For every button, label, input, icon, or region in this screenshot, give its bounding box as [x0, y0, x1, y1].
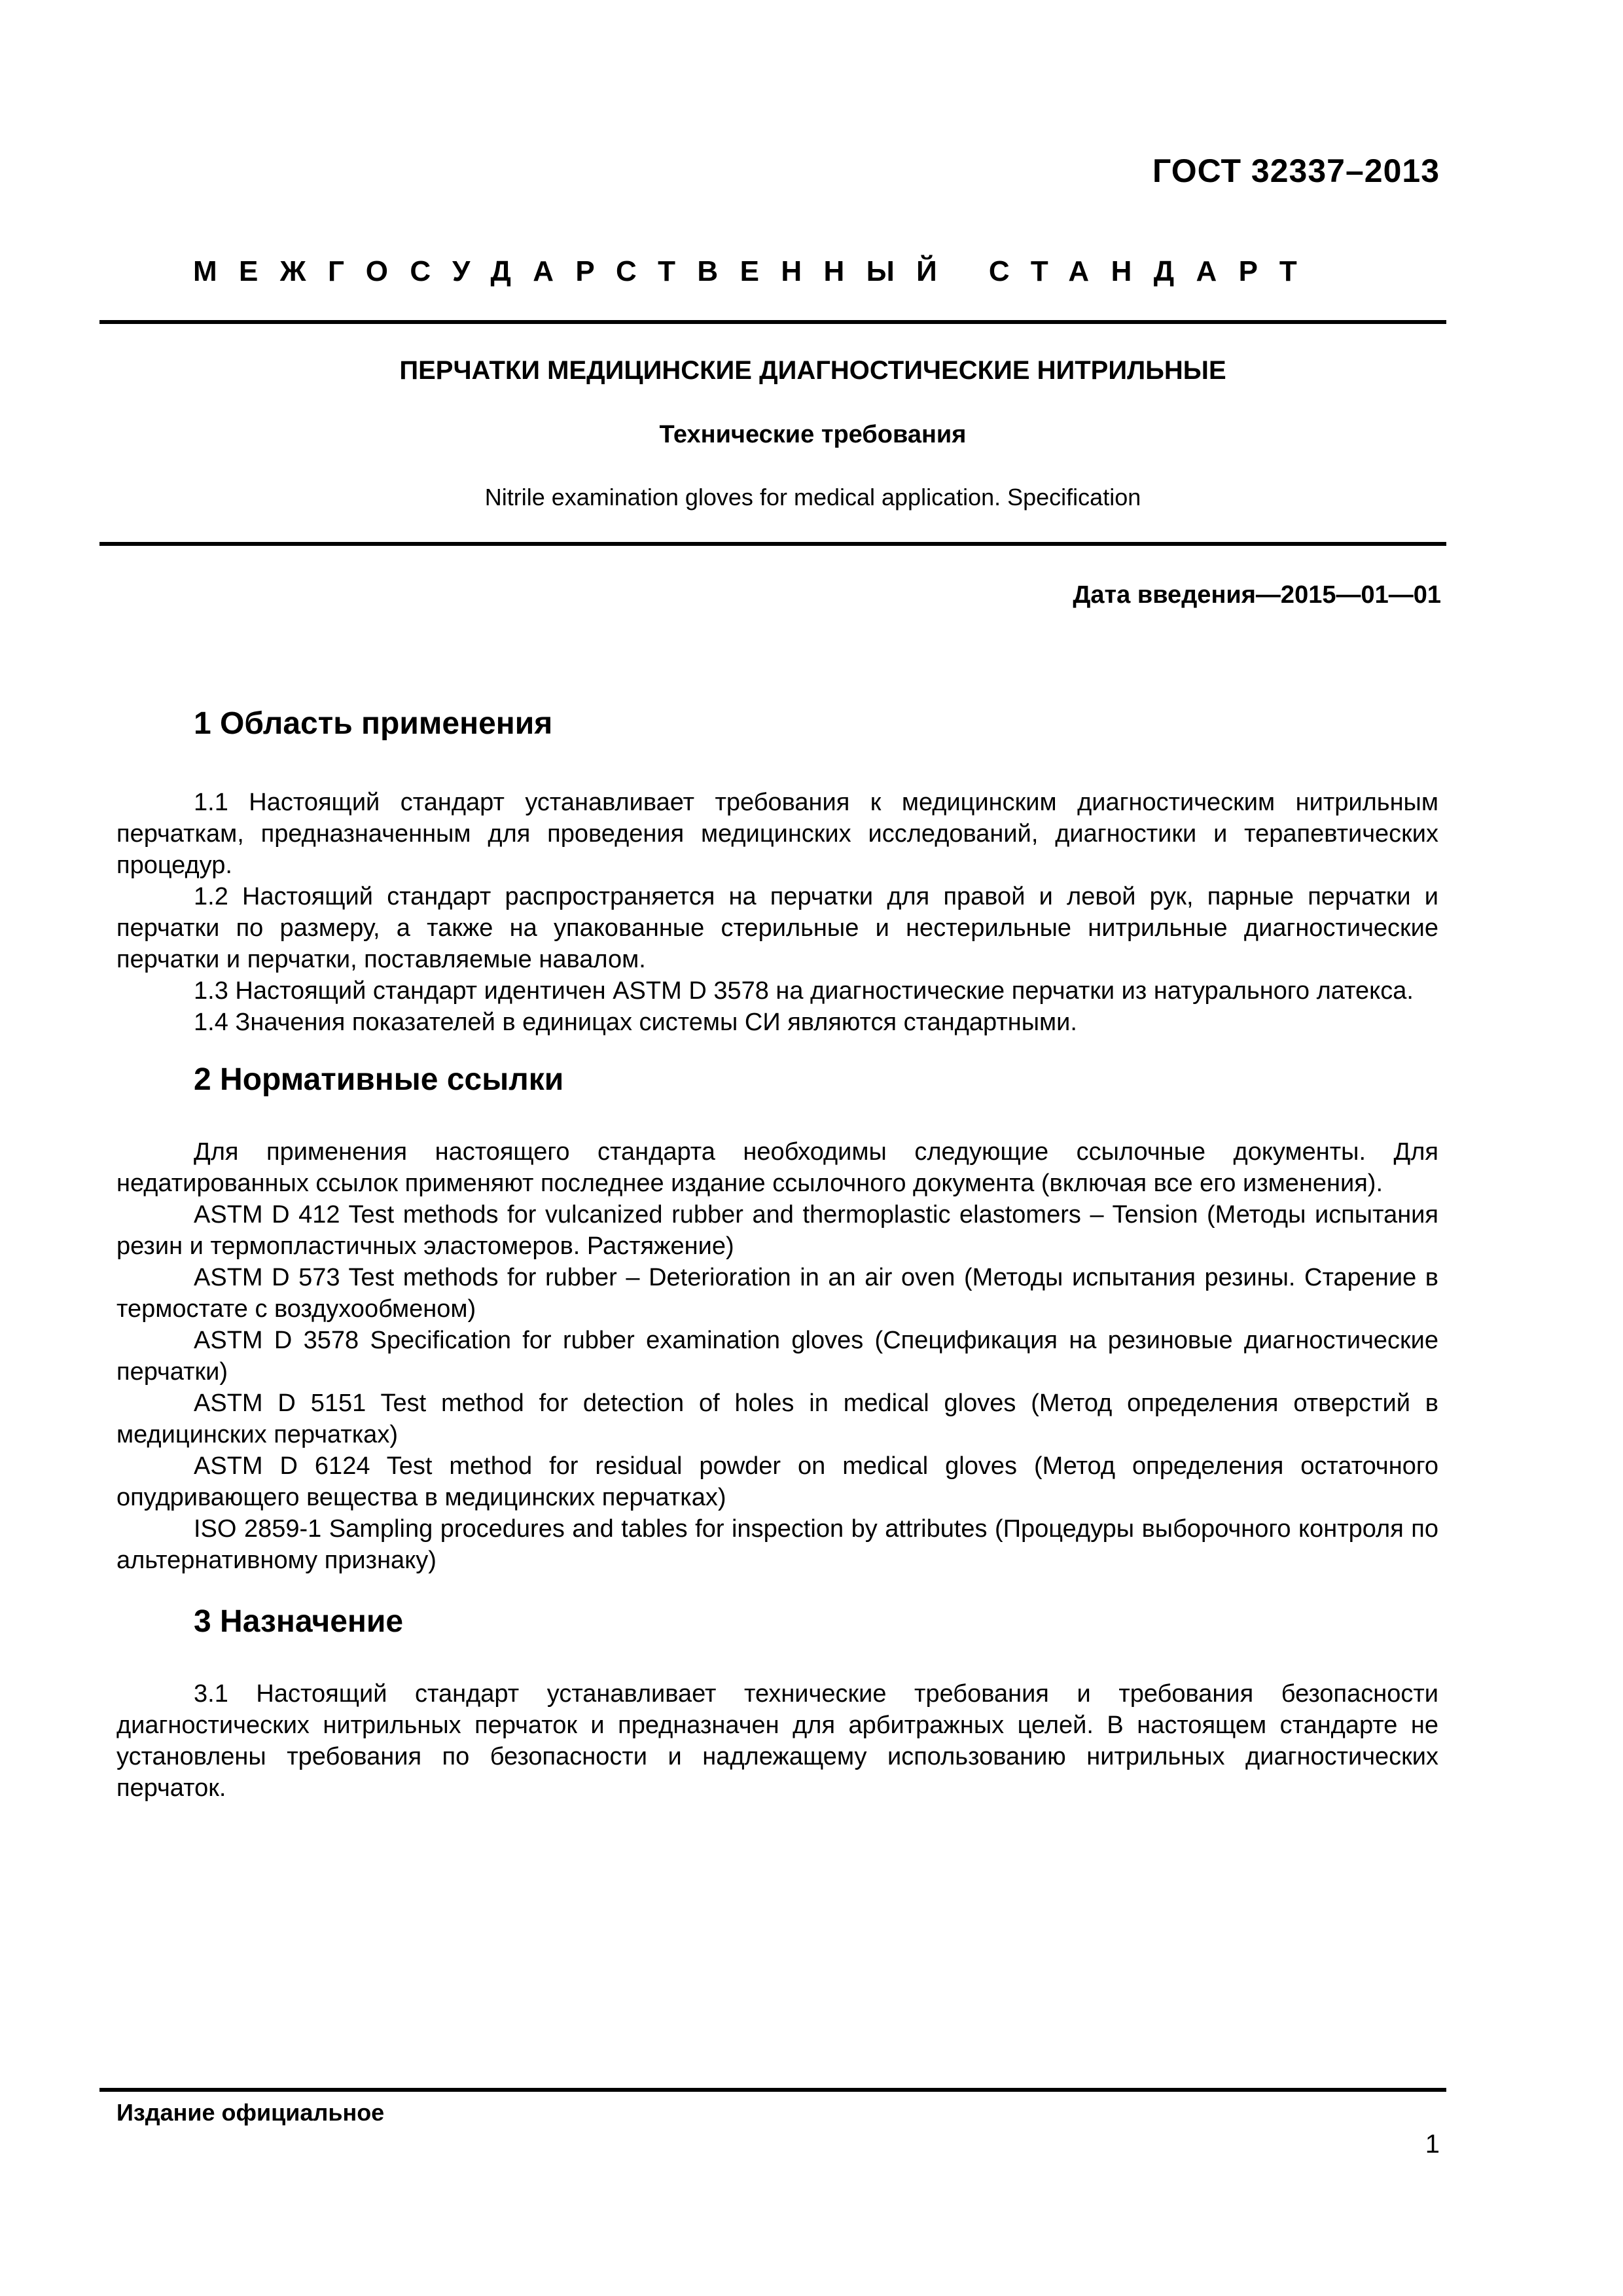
paragraph: 1.3 Настоящий стандарт идентичен ASTM D 3578 на диагностические перчатки из натурального латекса. [194, 977, 1414, 1005]
paragraph: 1.4 Значения показателей в единицах системы СИ являются стандартными. [194, 1009, 1077, 1036]
header-rule-bottom [99, 542, 1446, 546]
document-subtitle: Технические требования [659, 421, 967, 448]
reference-item: ISO 2859-1 Sampling procedures and tables for inspection by attributes (Процедуры выборочного контроля по альтернативному признаку) [116, 1515, 1438, 1574]
document-body [116, 700, 1438, 1804]
section-purpose [116, 1598, 1438, 1804]
page-number: 1 [1425, 2130, 1440, 2159]
section-scope [116, 700, 1438, 1038]
footer-rule [99, 2088, 1446, 2092]
document-number: ГОСТ 32337–2013 [1152, 152, 1440, 189]
reference-item: ASTM D 5151 Test method for detection of holes in medical gloves (Метод определения отверстий в медицинских перчатках) [116, 1390, 1438, 1448]
reference-item: ASTM D 6124 Test method for residual powder on medical gloves (Метод определения остаточного опудривающего вещества в медицинских перчатках) [116, 1452, 1438, 1511]
official-edition-note: Издание официальное [116, 2099, 385, 2126]
section-normative-references [116, 1056, 1438, 1576]
standard-type-heading: МЕЖГОСУДАРСТВЕННЫЙ СТАНДАРТ [193, 255, 1319, 287]
paragraph: 1.1 Настоящий стандарт устанавливает требования к медицинским диагностическим нитрильным перчаткам, предназначенным для проведения медицинских исследований, диагностики и терапевтических процедур. [116, 789, 1438, 879]
section-heading: 1 Область применения [194, 706, 553, 741]
paragraph: 1.2 Настоящий стандарт распространяется на перчатки для правой и левой рук, парные перчатки и перчатки по размеру, а также на упакованные стерильные и нестерильные нитрильные диагностические перчатки и перчатки, поставляемые навалом. [116, 883, 1438, 973]
paragraph: 3.1 Настоящий стандарт устанавливает технические требования и требования безопасности диагностических нитрильных перчаток и предназначен для арбитражных целей. В настоящем стандарте не установлены требования по безопасности и надлежащему использованию нитрильных диагностических перчаток. [116, 1680, 1438, 1802]
header-rule-top [99, 320, 1446, 324]
section-heading: 3 Назначение [194, 1604, 404, 1639]
section-heading: 2 Нормативные ссылки [194, 1062, 564, 1097]
reference-item: ASTM D 573 Test methods for rubber – Deterioration in an air oven (Методы испытания резины. Старение в термостате с воздухообменом) [116, 1264, 1438, 1323]
introduction-date: Дата введения—2015—01—01 [1073, 581, 1441, 609]
paragraph: Для применения настоящего стандарта необходимы следующие ссылочные документы. Для недатированных ссылок применяют последнее издание ссылочного документа (включая все его изменения). [116, 1138, 1438, 1197]
reference-item: ASTM D 3578 Specification for rubber examination gloves (Спецификация на резиновые диагностические перчатки) [116, 1327, 1438, 1386]
document-title-english: Nitrile examination gloves for medical application. Specification [484, 484, 1141, 511]
document-title: ПЕРЧАТКИ МЕДИЦИНСКИЕ ДИАГНОСТИЧЕСКИЕ НИТРИЛЬНЫЕ [399, 356, 1226, 385]
reference-item: ASTM D 412 Test methods for vulcanized rubber and thermoplastic elastomers – Tension (Методы испытания резин и термопластичных эластомеров. Растяжение) [116, 1201, 1438, 1260]
